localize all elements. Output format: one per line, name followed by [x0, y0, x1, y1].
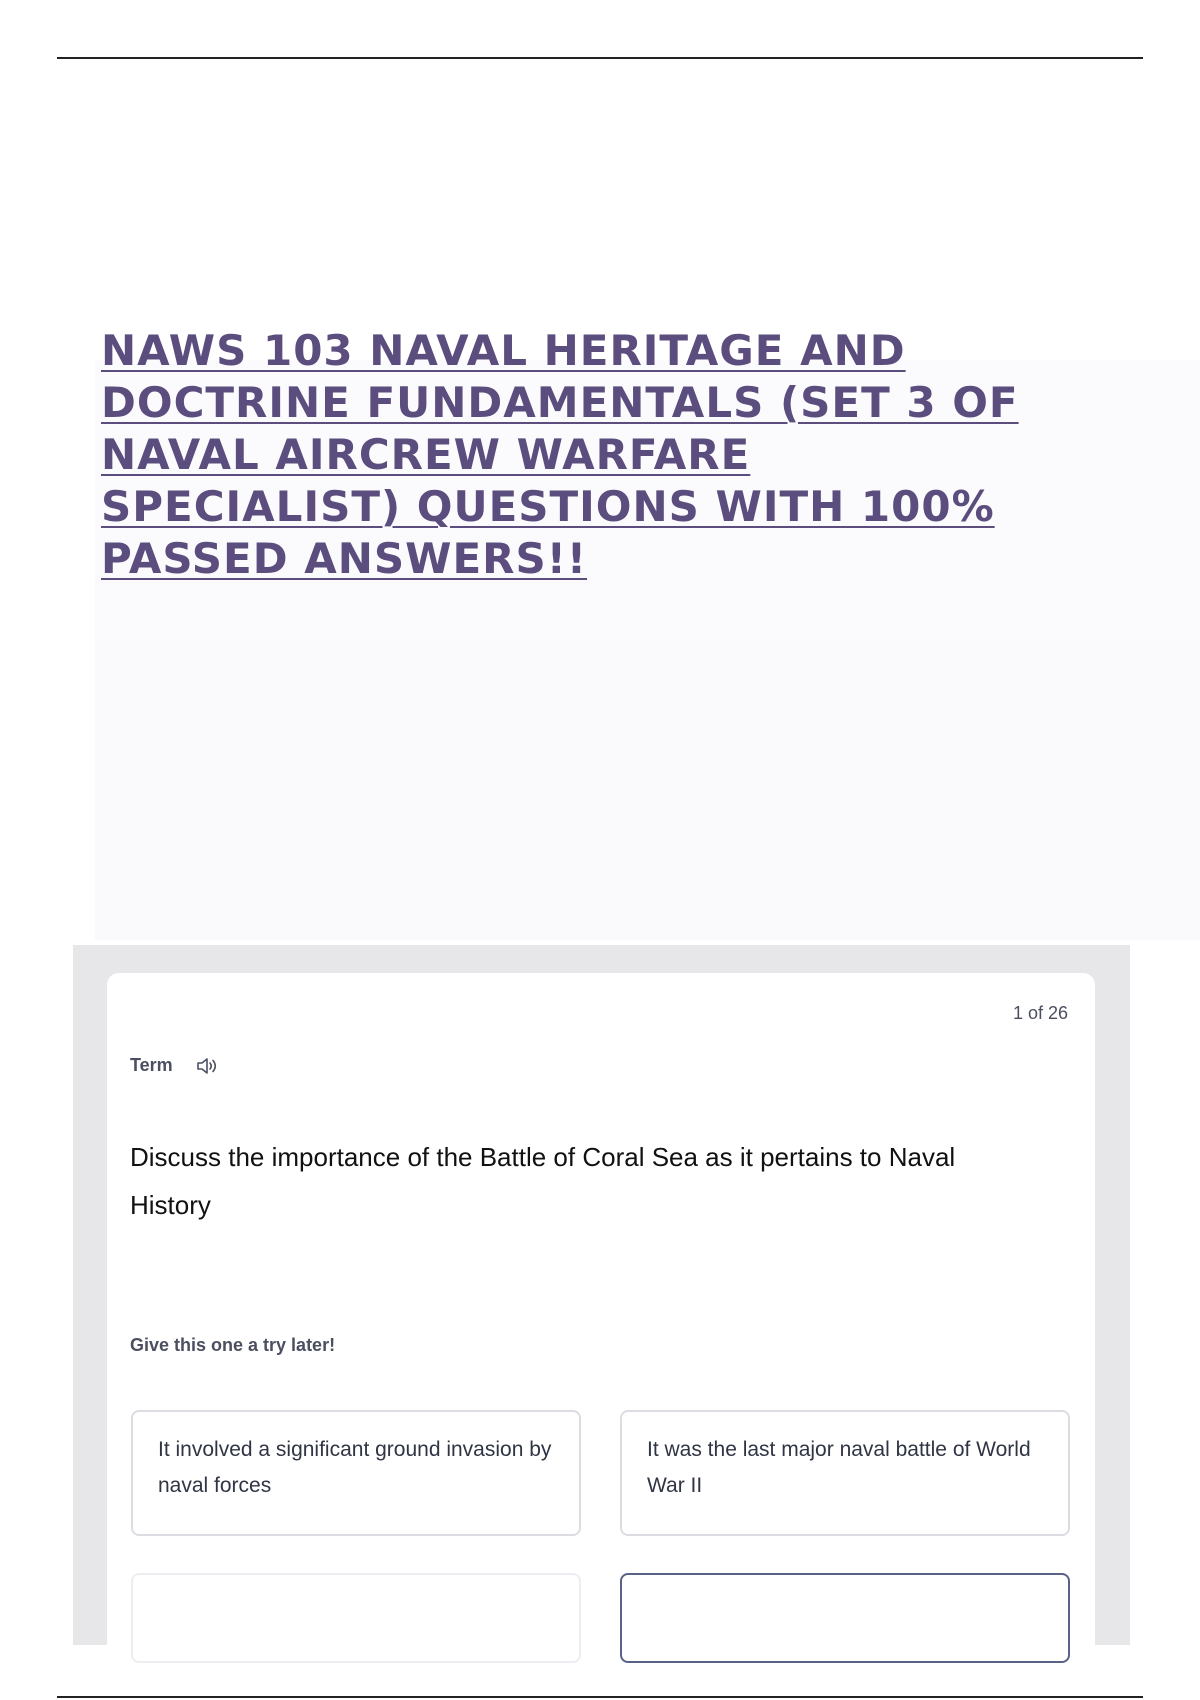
footer-rule [57, 1696, 1143, 1698]
term-header [130, 1055, 219, 1076]
answer-option-1[interactable]: It involved a significant ground invasion by naval forces [131, 1410, 581, 1536]
title-line: NAWS 103 NAVAL HERITAGE AND [101, 326, 906, 375]
title-line: SPECIALIST) QUESTIONS WITH 100% [101, 482, 995, 531]
flashcard [107, 973, 1095, 1645]
title-line: NAVAL AIRCREW WARFARE [101, 430, 751, 479]
title-line: DOCTRINE FUNDAMENTALS (SET 3 OF [101, 378, 1019, 427]
header-rule [57, 57, 1143, 59]
term-label: Term [130, 1055, 173, 1075]
title-line: PASSED ANSWERS!! [101, 534, 588, 583]
card-counter: 1 of 26 [1012, 1003, 1068, 1023]
answer-option-4[interactable] [620, 1573, 1070, 1663]
document-title [101, 325, 1101, 585]
question-text: Discuss the importance of the Battle of Coral Sea as it pertains to Naval History [130, 1142, 956, 1220]
answer-option-2[interactable]: It was the last major naval battle of World War II [620, 1410, 1070, 1536]
hint-text: Give this one a try later! [130, 1335, 336, 1355]
speaker-icon[interactable] [195, 1056, 219, 1076]
answer-option-3[interactable] [131, 1573, 581, 1663]
